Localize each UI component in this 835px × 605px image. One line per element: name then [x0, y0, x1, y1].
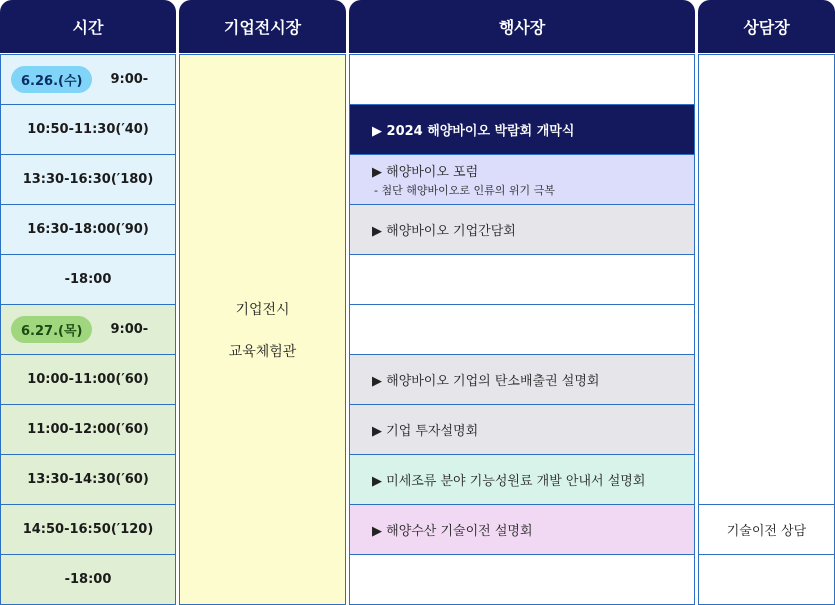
event-investment — [349, 404, 695, 455]
time-label: 13:30-16:30(′180) — [22, 172, 154, 187]
header-event-hall: 행사장 — [349, 0, 695, 53]
event-label: ▶ 2024 해양바이오 박람회 개막식 — [372, 124, 575, 139]
time-cell — [0, 404, 176, 455]
event-forum — [349, 154, 695, 205]
day-badge-626: 6.26.(수) — [11, 66, 92, 93]
time-cell — [0, 304, 176, 355]
time-label: -18:00 — [64, 572, 112, 587]
consulting-cell-empty — [698, 554, 835, 605]
time-cell — [0, 254, 176, 305]
exhibition-line1: 기업전시 — [235, 301, 290, 318]
time-cell — [0, 504, 176, 555]
time-label: 9:00- — [110, 322, 149, 337]
event-label: ▶ 해양수산 기술이전 설명회 — [372, 524, 533, 539]
event-microalgae — [349, 454, 695, 505]
header-consulting: 상담장 — [698, 0, 835, 53]
header-time: 시간 — [0, 0, 176, 53]
time-cell — [0, 154, 176, 205]
event-cell-empty — [349, 254, 695, 305]
consulting-tech-transfer — [698, 504, 835, 555]
time-label: 10:50-11:30(′40) — [27, 122, 149, 137]
event-label: ▶ 미세조류 분야 기능성원료 개발 안내서 설명회 — [372, 474, 646, 489]
time-cell — [0, 454, 176, 505]
consulting-label: 기술이전 상담 — [726, 524, 807, 539]
time-cell — [0, 554, 176, 605]
header-exhibition: 기업전시장 — [179, 0, 346, 53]
event-label: ▶ 해양바이오 포럼 — [372, 165, 479, 180]
time-cell — [0, 204, 176, 255]
event-label: ▶ 해양바이오 기업간담회 — [372, 224, 516, 239]
event-subtitle: - 첨단 해양바이오로 인류의 위기 극복 — [374, 184, 555, 197]
event-business-meeting — [349, 204, 695, 255]
event-carbon-credit — [349, 354, 695, 405]
time-label: 14:50-16:50(′120) — [22, 522, 154, 537]
time-label: 9:00- — [110, 72, 149, 87]
exhibition-line2: 교육체험관 — [228, 343, 297, 360]
event-label: ▶ 해양바이오 기업의 탄소배출권 설명회 — [372, 374, 600, 389]
exhibition-cell — [179, 54, 346, 605]
time-label: 10:00-11:00(′60) — [27, 372, 149, 387]
day-badge-627: 6.27.(목) — [11, 316, 92, 343]
time-cell — [0, 354, 176, 405]
event-cell-empty — [349, 304, 695, 355]
event-label: ▶ 기업 투자설명회 — [372, 424, 479, 439]
time-label: 11:00-12:00(′60) — [27, 422, 149, 437]
event-cell-empty — [349, 554, 695, 605]
event-opening-ceremony — [349, 104, 695, 155]
time-label: 13:30-14:30(′60) — [27, 472, 149, 487]
time-cell — [0, 54, 176, 105]
event-tech-transfer — [349, 504, 695, 555]
event-cell-empty — [349, 54, 695, 105]
time-label: 16:30-18:00(′90) — [27, 222, 149, 237]
consulting-cell-empty — [698, 54, 835, 505]
time-cell — [0, 104, 176, 155]
time-label: -18:00 — [64, 272, 112, 287]
